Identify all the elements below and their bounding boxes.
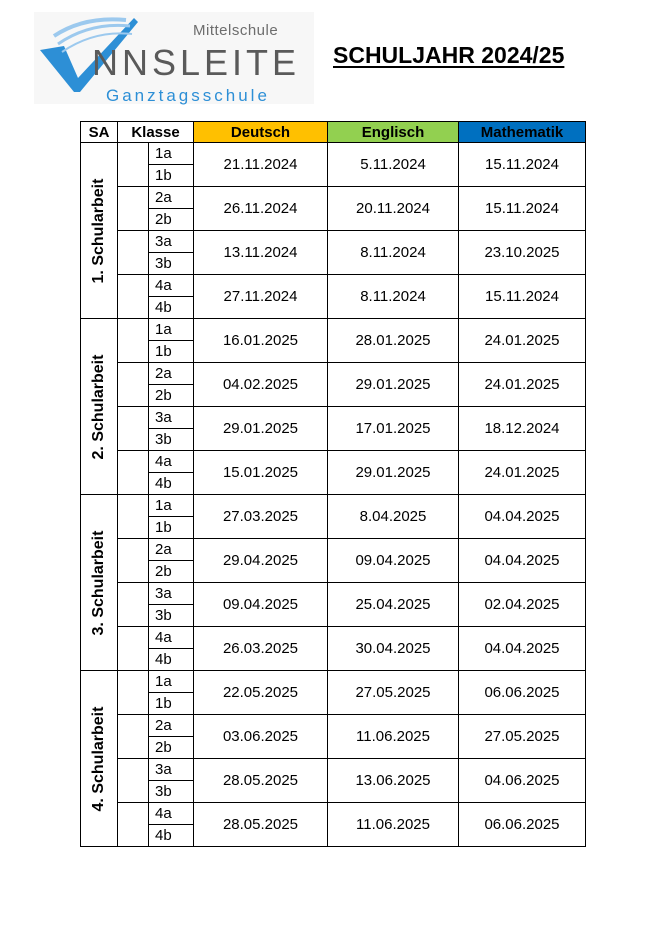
date-cell-deutsch: 13.11.2024	[194, 231, 328, 275]
table-row	[81, 539, 586, 561]
page-title: SCHULJAHR 2024/25	[333, 42, 565, 68]
schularbeit-label-cell	[81, 319, 118, 495]
class-cell: 1b	[149, 693, 194, 715]
class-cell: 2a	[149, 187, 194, 209]
table-row	[81, 671, 586, 693]
date-cell-mathematik: 18.12.2024	[459, 407, 586, 451]
date-cell-deutsch: 26.11.2024	[194, 187, 328, 231]
class-group-spacer	[118, 143, 149, 187]
class-cell: 2a	[149, 539, 194, 561]
class-cell: 4b	[149, 297, 194, 319]
class-cell: 3b	[149, 605, 194, 627]
table-row	[81, 187, 586, 209]
class-cell: 4b	[149, 825, 194, 847]
table-row	[81, 231, 586, 253]
date-cell-mathematik: 24.01.2025	[459, 363, 586, 407]
class-cell: 2b	[149, 561, 194, 583]
class-cell: 2b	[149, 385, 194, 407]
class-group-spacer	[118, 319, 149, 363]
class-cell: 3a	[149, 407, 194, 429]
schularbeit-label-cell	[81, 143, 118, 319]
class-group-spacer	[118, 363, 149, 407]
date-cell-deutsch: 16.01.2025	[194, 319, 328, 363]
schularbeit-label: 1. Schularbeit	[90, 178, 107, 283]
class-cell: 3b	[149, 429, 194, 451]
date-cell-mathematik: 04.04.2025	[459, 495, 586, 539]
date-cell-englisch: 13.06.2025	[328, 759, 459, 803]
schularbeit-label: 3. Schularbeit	[90, 530, 107, 635]
date-cell-englisch: 09.04.2025	[328, 539, 459, 583]
class-cell: 1b	[149, 165, 194, 187]
class-group-spacer	[118, 627, 149, 671]
class-cell: 1b	[149, 517, 194, 539]
logo-subtitle: Ganztagsschule	[106, 86, 270, 105]
class-cell: 1a	[149, 143, 194, 165]
date-cell-deutsch: 28.05.2025	[194, 759, 328, 803]
schularbeit-label: 4. Schularbeit	[90, 706, 107, 811]
class-cell: 3a	[149, 231, 194, 253]
date-cell-englisch: 8.11.2024	[328, 231, 459, 275]
class-cell: 4a	[149, 627, 194, 649]
table-row	[81, 407, 586, 429]
class-cell: 3b	[149, 781, 194, 803]
class-group-spacer	[118, 231, 149, 275]
header-sa: SA	[81, 122, 118, 143]
class-group-spacer	[118, 583, 149, 627]
class-cell: 3a	[149, 583, 194, 605]
date-cell-englisch: 5.11.2024	[328, 143, 459, 187]
table-header-row	[81, 122, 586, 143]
class-cell: 4a	[149, 803, 194, 825]
date-cell-mathematik: 02.04.2025	[459, 583, 586, 627]
date-cell-mathematik: 15.11.2024	[459, 187, 586, 231]
date-cell-deutsch: 29.04.2025	[194, 539, 328, 583]
class-cell: 4a	[149, 451, 194, 473]
logo-school-name: NNSLEITE	[92, 42, 301, 83]
schularbeiten-table	[80, 121, 586, 847]
date-cell-englisch: 11.06.2025	[328, 803, 459, 847]
class-cell: 1a	[149, 671, 194, 693]
table-row	[81, 715, 586, 737]
date-cell-englisch: 11.06.2025	[328, 715, 459, 759]
date-cell-mathematik: 06.06.2025	[459, 803, 586, 847]
date-cell-mathematik: 04.04.2025	[459, 627, 586, 671]
date-cell-deutsch: 27.11.2024	[194, 275, 328, 319]
table-row	[81, 275, 586, 297]
class-group-spacer	[118, 671, 149, 715]
date-cell-mathematik: 27.05.2025	[459, 715, 586, 759]
date-cell-mathematik: 24.01.2025	[459, 319, 586, 363]
date-cell-deutsch: 09.04.2025	[194, 583, 328, 627]
class-group-spacer	[118, 407, 149, 451]
date-cell-englisch: 17.01.2025	[328, 407, 459, 451]
date-cell-deutsch: 29.01.2025	[194, 407, 328, 451]
class-group-spacer	[118, 803, 149, 847]
table-row	[81, 583, 586, 605]
class-group-spacer	[118, 495, 149, 539]
date-cell-mathematik: 04.04.2025	[459, 539, 586, 583]
class-cell: 3b	[149, 253, 194, 275]
date-cell-mathematik: 24.01.2025	[459, 451, 586, 495]
table-body	[81, 143, 586, 847]
class-cell: 1a	[149, 495, 194, 517]
date-cell-englisch: 8.04.2025	[328, 495, 459, 539]
date-cell-englisch: 30.04.2025	[328, 627, 459, 671]
table-row	[81, 803, 586, 825]
date-cell-englisch: 27.05.2025	[328, 671, 459, 715]
date-cell-deutsch: 15.01.2025	[194, 451, 328, 495]
header-englisch: Englisch	[328, 122, 459, 143]
class-group-spacer	[118, 451, 149, 495]
class-cell: 1b	[149, 341, 194, 363]
class-cell: 4a	[149, 275, 194, 297]
date-cell-deutsch: 22.05.2025	[194, 671, 328, 715]
date-cell-mathematik: 15.11.2024	[459, 275, 586, 319]
schularbeit-label: 2. Schularbeit	[90, 354, 107, 459]
class-cell: 1a	[149, 319, 194, 341]
class-group-spacer	[118, 275, 149, 319]
schularbeit-label-cell	[81, 671, 118, 847]
header-mathematik: Mathematik	[459, 122, 586, 143]
date-cell-mathematik: 23.10.2025	[459, 231, 586, 275]
date-cell-deutsch: 03.06.2025	[194, 715, 328, 759]
date-cell-deutsch: 21.11.2024	[194, 143, 328, 187]
class-cell: 2a	[149, 363, 194, 385]
table-row	[81, 143, 586, 165]
class-group-spacer	[118, 715, 149, 759]
date-cell-mathematik: 15.11.2024	[459, 143, 586, 187]
table-row	[81, 627, 586, 649]
date-cell-deutsch: 28.05.2025	[194, 803, 328, 847]
header-deutsch: Deutsch	[194, 122, 328, 143]
table-row	[81, 319, 586, 341]
date-cell-englisch: 29.01.2025	[328, 451, 459, 495]
date-cell-englisch: 25.04.2025	[328, 583, 459, 627]
class-cell: 2b	[149, 209, 194, 231]
school-logo	[34, 12, 314, 104]
table-row	[81, 495, 586, 517]
class-cell: 3a	[149, 759, 194, 781]
date-cell-englisch: 8.11.2024	[328, 275, 459, 319]
date-cell-deutsch: 26.03.2025	[194, 627, 328, 671]
class-cell: 4b	[149, 649, 194, 671]
date-cell-englisch: 28.01.2025	[328, 319, 459, 363]
table-row	[81, 759, 586, 781]
class-group-spacer	[118, 759, 149, 803]
class-cell: 2a	[149, 715, 194, 737]
schularbeit-label-cell	[81, 495, 118, 671]
table-row	[81, 363, 586, 385]
date-cell-deutsch: 04.02.2025	[194, 363, 328, 407]
date-cell-mathematik: 06.06.2025	[459, 671, 586, 715]
date-cell-englisch: 20.11.2024	[328, 187, 459, 231]
header-klasse: Klasse	[118, 122, 194, 143]
logo-school-type: Mittelschule	[193, 22, 279, 39]
class-cell: 2b	[149, 737, 194, 759]
class-group-spacer	[118, 187, 149, 231]
class-group-spacer	[118, 539, 149, 583]
class-cell: 4b	[149, 473, 194, 495]
date-cell-deutsch: 27.03.2025	[194, 495, 328, 539]
date-cell-mathematik: 04.06.2025	[459, 759, 586, 803]
date-cell-englisch: 29.01.2025	[328, 363, 459, 407]
table-row	[81, 451, 586, 473]
